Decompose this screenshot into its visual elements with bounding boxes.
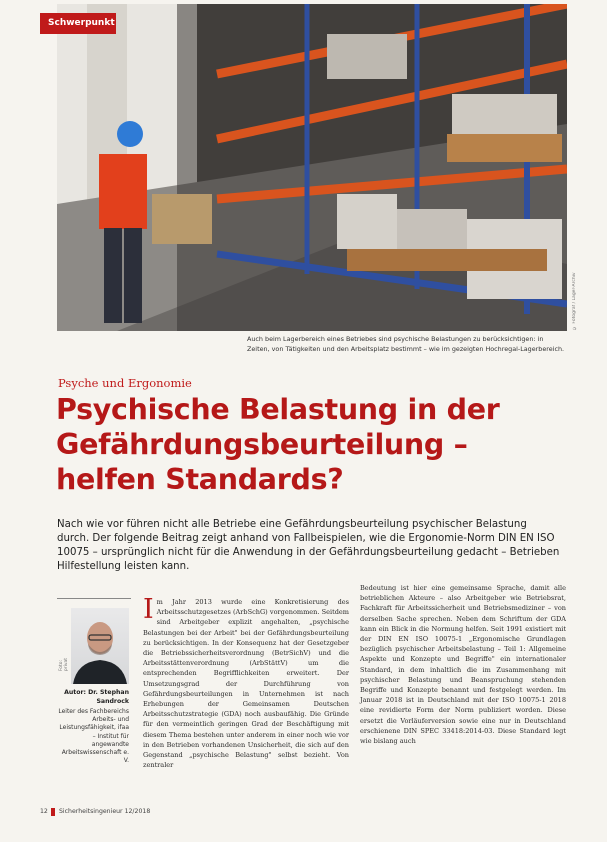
page-footer bbox=[40, 808, 570, 820]
lead-paragraph: Nach wie vor führen nicht alle Betriebe eine Gefährdungsbeurteilung psychischer Belastung durch. Der folgende Beitrag zeigt anhand von Fallbeispielen, wie die Ergonomie-Norm DIN EN ISO 10075 – ursprünglich nicht für die Anwendung in der Gefährdungsbeurteilung gedacht – Betrieben Hilfestellung leisten kann. bbox=[57, 519, 560, 572]
dropcap: I bbox=[143, 594, 154, 625]
photo-credit: © Fotograf / Lager-Archiv bbox=[572, 272, 577, 330]
body-column-1 bbox=[143, 594, 349, 770]
headline: Psychische Belastung in der Gefährdungsbeurteilung – helfen Standards? bbox=[56, 393, 500, 496]
footer-marker bbox=[51, 808, 55, 816]
author-name: Autor: Dr. Stephan Sandrock bbox=[64, 689, 129, 705]
body-column-2: Bedeutung ist hier eine gemeinsame Sprache, damit alle betrieblichen Akteure – also Arbeitgeber wie Betriebsrat, Fachkraft für Arbeitssicherheit und Betriebsmediziner – von derselben Sache sprechen. Neben dem Schriftum der GDA kann ein Blick in die Normung helfen. Seit 1991 existiert mit der DIN EN ISO 10075-1 „Ergonomische Grundlagen bezüglich psychischer Arbeitsbelastung – Teil 1: Allgemeine Aspekte und Konzepte und Begriffe" ein internationaler Standard, in dem inhaltlich die im Zusammenhang mit psychischer Belastung und Beanspruchung stehenden Begriffe und Konzepte benannt und festgelegt werden. Im Januar 2018 ist in Deutschland mit der ISO 10075-1 2018 eine revidierte Form der Norm publiziert worden. Diese ersetzt die Vorläuferversion sowie eine nur in Deutschland erschienene DIN SPEC 33418:2014-03. Diese Standard legt wie bislang auch bbox=[360, 584, 566, 746]
magazine-name: Sicherheitsingenieur 12/2018 bbox=[59, 808, 151, 815]
author-photo bbox=[71, 608, 129, 684]
body-column-1-text: m Jahr 2013 wurde eine Konkretisierung des Arbeitsschutzgesetzes (ArbSchG) vorgenommen. Seitdem sind Arbeitgeber explizit angehalten, „psychische Belastungen bei der Arbeit" bei der Gefährdungsbeurteilung zu berücksichtigen. In der Konsequenz hat der Gesetzgeber die Betriebssicherheitsverordnung (BetrSichV) und die Arbeitsstättenverordnung (ArbStättV) um die entsprechenden Begrifflichkeiten erweitert. Der Umsetzungsgrad der Durchführung von Gefährdungsbeurteilungen in Unternehmen ist nach Erhebungen der Gemeinsamen Deutschen Arbeitsschutzstrategie (GDA) noch ausbaufähig. Die Gründe für den vermeintlich geringen Grad der Beschäftigung mit diesem Thema bestehen unter anderem in einer noch wie vor in den Betrieben vorhandenen Unsicherheit, die sich auf den Gegenstand „psychische Belastung" selbst bezieht. Von zentraler bbox=[143, 598, 349, 770]
author-rule bbox=[57, 598, 131, 599]
photo-caption: Auch beim Lagerbereich eines Betriebes sind psychische Belastungen zu berücksichtigen: in Zeiten, von Tätigkeiten und den Arbeitsplatz bestimmt – wie im gezeigten Hochregal-Lagerbereich. bbox=[247, 335, 565, 353]
author-bio: Leiter des Fachbereichs Arbeits- und Leistungsfähigkeit, ifaa – Institut für angewandte Arbeitswissenschaft e. V. bbox=[58, 708, 129, 765]
author-photo-credit: Foto: privat bbox=[59, 657, 69, 672]
section-tag: Schwerpunkt bbox=[40, 13, 116, 34]
warehouse-photo bbox=[57, 4, 567, 331]
kicker: Psyche und Ergonomie bbox=[58, 376, 192, 390]
page-number: 12 bbox=[40, 808, 48, 815]
